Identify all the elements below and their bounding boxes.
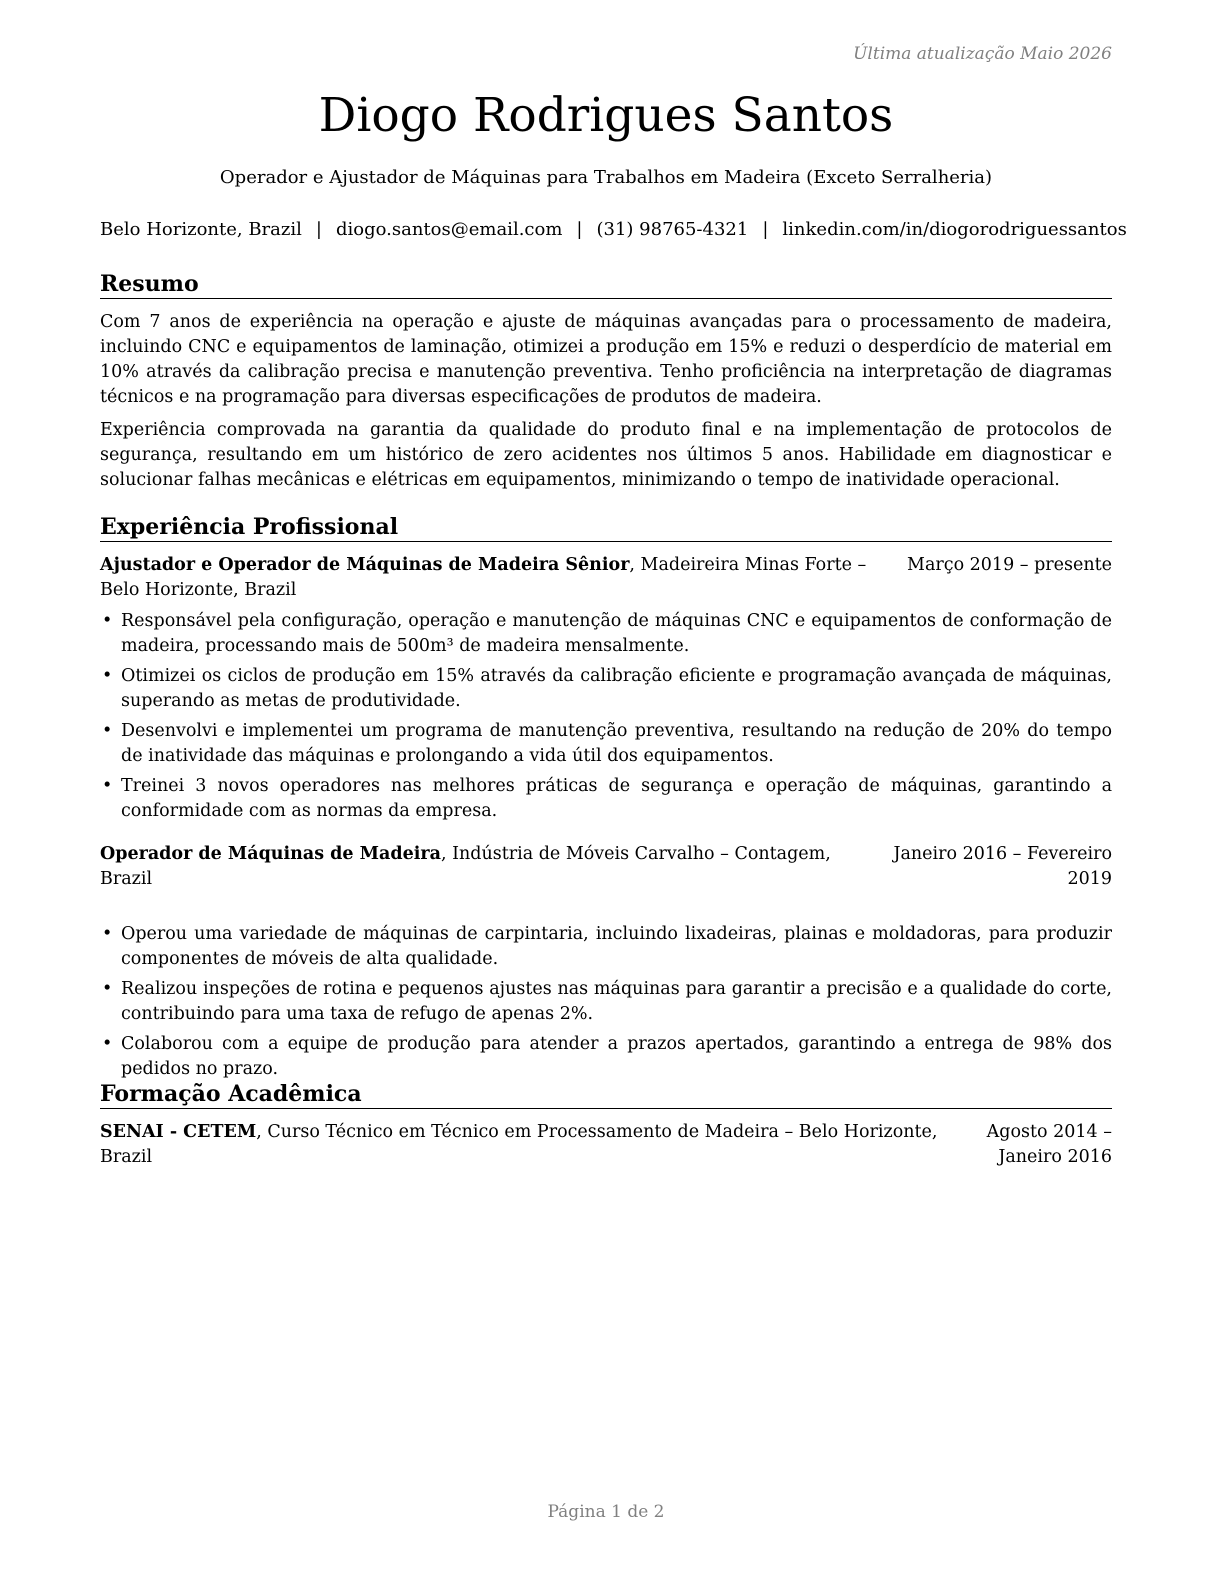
- bullet-text: Otimizei os ciclos de produção em 15% através da calibração eficiente e programação avançada de máquinas, superando as metas de produtividade.: [121, 666, 1112, 711]
- list-item: [100, 977, 1112, 1027]
- list-item: [100, 922, 1112, 972]
- contact-email[interactable]: diogo.santos@email.com: [335, 219, 563, 240]
- bullet-text: Desenvolvi e implementei um programa de manutenção preventiva, resultando na redução de 20% do tempo de inatividade das máquinas e prolongando a vida útil dos equipamentos.: [121, 721, 1112, 766]
- job-header: [100, 842, 1112, 892]
- list-item: [100, 774, 1112, 824]
- bullet-icon: •: [102, 979, 113, 999]
- contact-separator: |: [315, 219, 322, 240]
- resume-page: [100, 0, 1127, 1584]
- education-dates: Agosto 2014 – Janeiro 2016: [986, 1122, 1112, 1167]
- job-title-company: [100, 553, 890, 603]
- contact-separator: |: [576, 219, 583, 240]
- job-company-location: , Madeireira Minas Forte – Belo Horizonte, Brazil: [100, 555, 867, 600]
- summary-section: [100, 270, 1112, 501]
- candidate-name: Diogo Rodrigues Santos: [318, 88, 894, 143]
- job-bullets: [100, 922, 1112, 1082]
- job-header: [100, 553, 1112, 603]
- contact-linkedin[interactable]: linkedin.com/in/diogorodriguessantos: [782, 219, 1127, 240]
- bullet-icon: •: [102, 1034, 113, 1054]
- contact-line: [100, 219, 1127, 240]
- last-updated: Última atualização Maio 2026: [853, 44, 1112, 64]
- job-company-location: , Indústria de Móveis Carvalho – Contagem, Brazil: [100, 844, 831, 889]
- bullet-icon: •: [102, 721, 113, 741]
- job-role: Operador de Máquinas de Madeira: [100, 844, 441, 864]
- bullet-icon: •: [102, 776, 113, 796]
- bullet-text: Treinei 3 novos operadores nas melhores práticas de segurança e operação de máquinas, garantindo a conformidade com as normas da empresa.: [121, 776, 1112, 821]
- experience-section: [100, 513, 1112, 1087]
- education-section: [100, 1080, 1112, 1170]
- bullet-icon: •: [102, 611, 113, 631]
- contact-location: Belo Horizonte, Brazil: [100, 219, 302, 240]
- list-item: [100, 664, 1112, 714]
- bullet-icon: •: [102, 924, 113, 944]
- summary-paragraph: Experiência comprovada na garantia da qualidade do produto final e na implementação de protocolos de segurança, resultando em um histórico de zero acidentes nos últimos 5 anos. Habilidade em diagnosticar e solucionar falhas mecânicas e elétricas em equipamentos, minimizando o tempo de inatividade operacional.: [100, 420, 1112, 490]
- section-heading-summary: Resumo: [100, 270, 1112, 299]
- contact-phone: (31) 98765-4321: [596, 219, 749, 240]
- page-number: Página 1 de 2: [547, 1502, 665, 1522]
- job-role: Ajustador e Operador de Máquinas de Madeira Sênior: [100, 555, 630, 575]
- bullet-text: Colaborou com a equipe de produção para atender a prazos apertados, garantindo a entrega de 98% dos pedidos no prazo.: [121, 1034, 1112, 1079]
- job-bullets: [100, 609, 1112, 824]
- bullet-text: Operou uma variedade de máquinas de carpintaria, incluindo lixadeiras, plainas e moldadoras, para produzir componentes de móveis de alta qualidade.: [121, 924, 1112, 969]
- section-heading-education: Formação Acadêmica: [100, 1080, 1112, 1109]
- section-heading-experience: Experiência Profissional: [100, 513, 1112, 542]
- education-entry: [100, 1120, 1112, 1170]
- education-institution-course: [100, 1120, 940, 1170]
- job-dates: Março 2019 – presente: [907, 555, 1112, 575]
- list-item: [100, 719, 1112, 769]
- list-item: [100, 609, 1112, 659]
- job-title-company: [100, 842, 860, 892]
- bullet-icon: •: [102, 666, 113, 686]
- education-institution: SENAI - CETEM: [100, 1122, 257, 1142]
- education-details: , Curso Técnico em Técnico em Processamento de Madeira – Belo Horizonte, Brazil: [100, 1122, 938, 1167]
- list-item: [100, 1032, 1112, 1082]
- bullet-text: Realizou inspeções de rotina e pequenos ajustes nas máquinas para garantir a precisão e a qualidade do corte, contribuindo para uma taxa de refugo de apenas 2%.: [121, 979, 1112, 1024]
- bullet-text: Responsável pela configuração, operação e manutenção de máquinas CNC e equipamentos de conformação de madeira, processando mais de 500m³ de madeira mensalmente.: [121, 611, 1112, 656]
- job-dates: Janeiro 2016 – Fevereiro 2019: [893, 844, 1112, 889]
- summary-paragraph: Com 7 anos de experiência na operação e ajuste de máquinas avançadas para o processamento de madeira, incluindo CNC e equipamentos de laminação, otimizei a produção em 15% e reduzi o desperdício de material em 10% através da calibração precisa e manutenção preventiva. Tenho proficiência na interpretação de diagramas técnicos e na programação para diversas especificações de produtos de madeira.: [100, 312, 1112, 407]
- job-title: Operador e Ajustador de Máquinas para Trabalhos em Madeira (Exceto Serralheria): [219, 167, 993, 188]
- contact-separator: |: [762, 219, 769, 240]
